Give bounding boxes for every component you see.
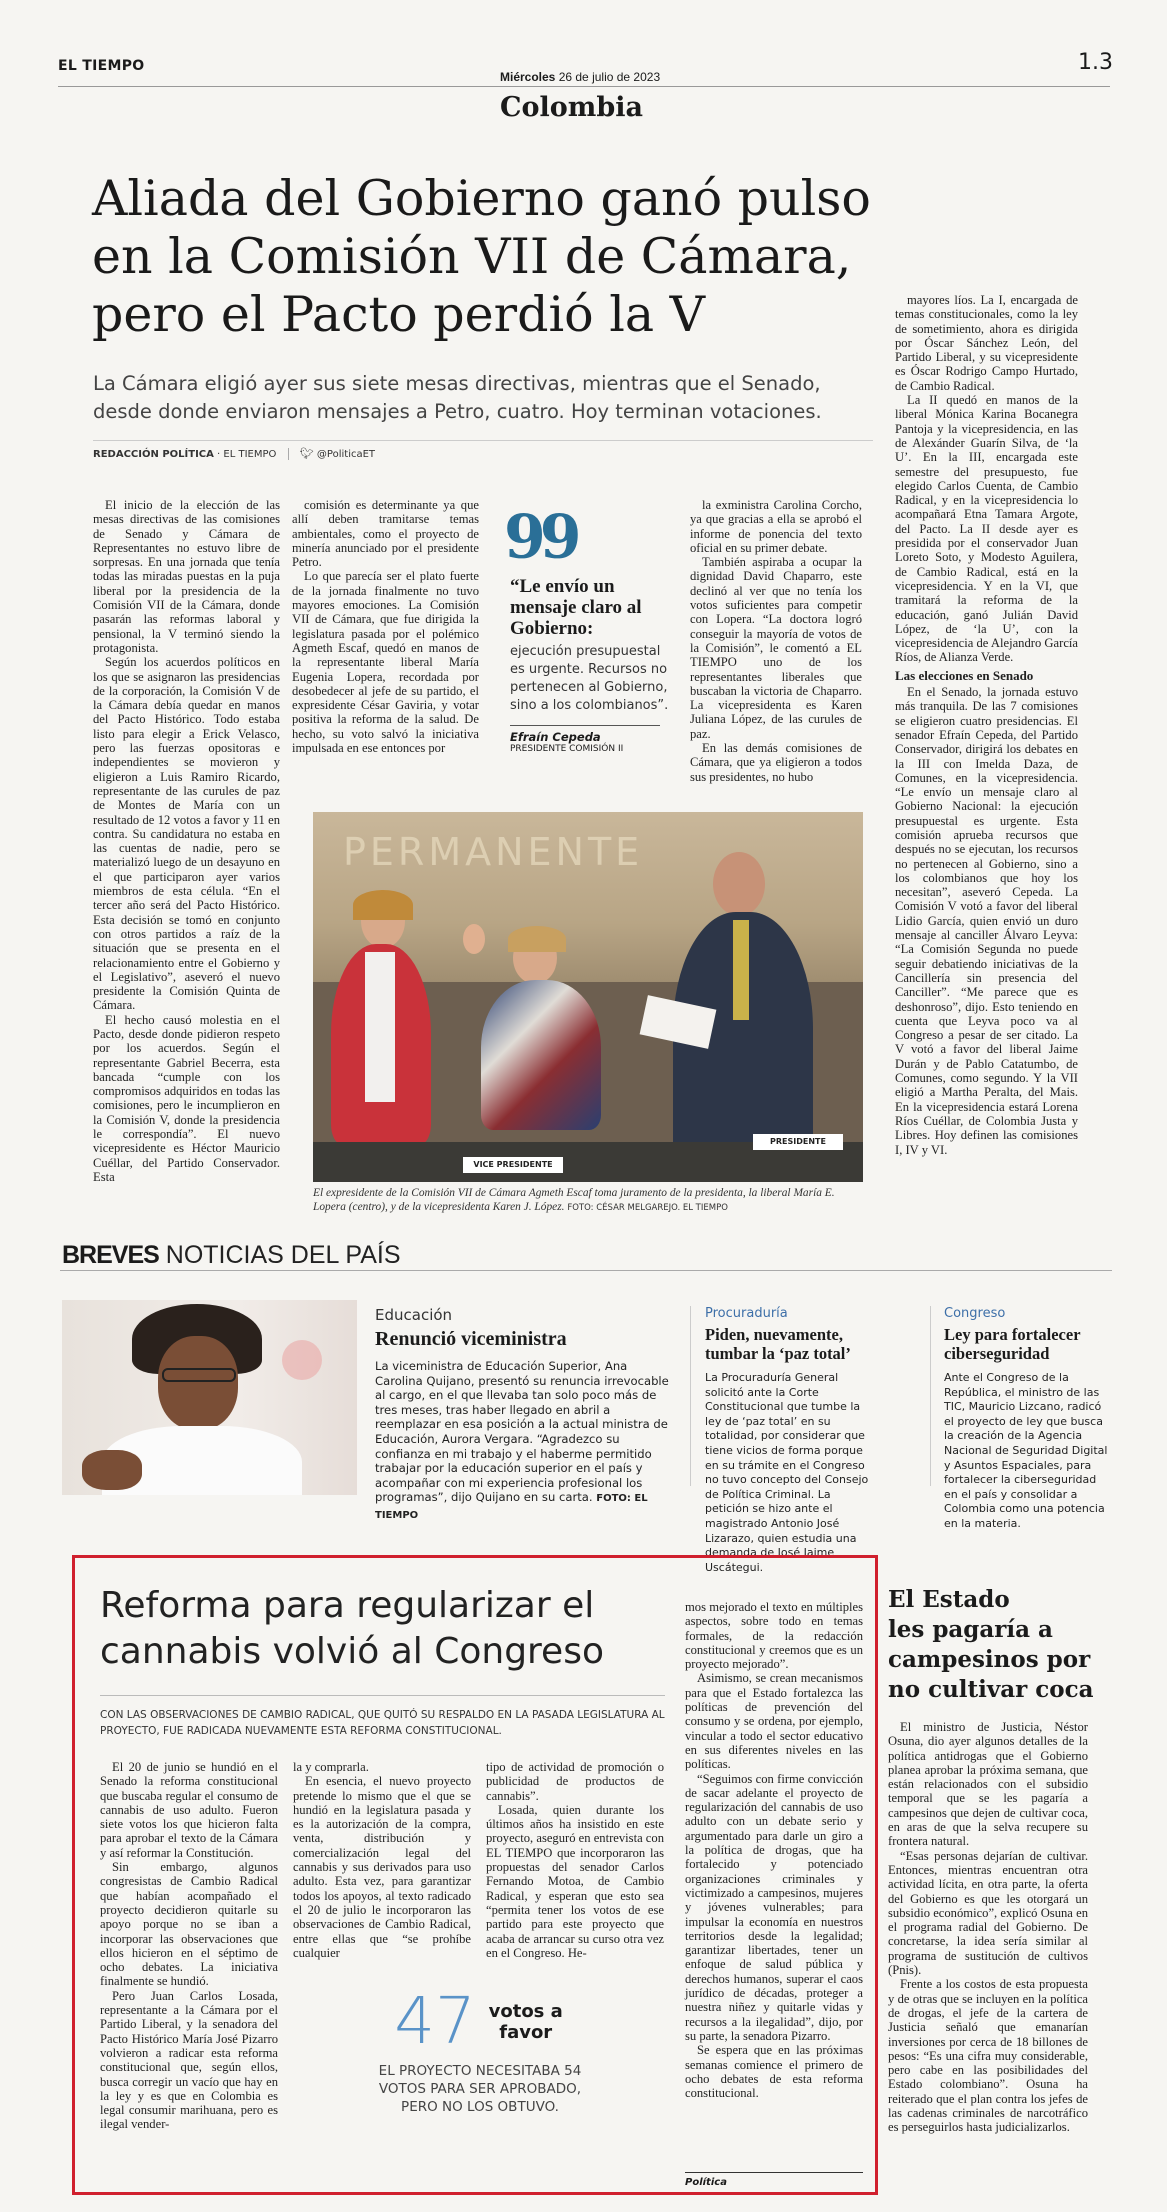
caption-text: El expresidente de la Comisión VII de Cámara Agmeth Escaf toma juramento de la presidenta, la liberal María E. Lopera (centro), y de la vicepresidenta Karen J. López. <box>313 1187 835 1213</box>
paragraph: “Seguimos con firme convicción de sacar adelante el proyecto de regularización del cannabis de uso adulto con un debate serio y argumentado para darle un giro a la política de drogas, que ha fortalecido y potenciado organizaciones criminales y victimizado a campesinos, mujeres y jóvenes vulnerables; para impulsar la economía en nuestros territorios desde la legalidad; garantizar libertades, tener un enfoque de salud pública y derechos humanos, superar el caos jurídico de décadas, proteger a nuestra niñez y quitarle vidas y recursos a la ilegalidad”, dijo, por su parte, la senadora Pizarro. <box>685 1771 863 2043</box>
paragraph: Según los acuerdos políticos en los que se asignaron las presidencias de la corporación, la Comisión V de la Cámara debía quedar en manos del Pacto Histórico. Todo estaba listo para elegir a Erick Velasco, pero las fuerzas opositoras e independientes se movieron y eligieron a Luis Ramiro Ricardo, representante de las curules de paz de Montes de María con un resultado de 12 votos a favor y 11 en contra. Su candidatura no estaba en las cuentas de nadie, pero se materializó luego de un desayuno en el que participaron ayer varios miembros de esta célula. “En el tercer año será del Pacto Histórico. Esta decisión se tomó en conjunto con otros partidos a raíz de la situación que se presenta en el relacionamiento entre el Gobierno y el Legislativo”, aseveró el nuevo presidente la Comisión Quinta de Cámara. <box>93 655 280 1013</box>
twitter-handle[interactable]: @PoliticaET <box>316 449 376 460</box>
paragraph: El inicio de la elección de las mesas directivas de las comisiones de Senado y Cámara de Representantes no estuvo libre de sorpresas. En una jornada que tenía todas las miradas puestas en la puja liberal por la presidencia de la Comisión VII de la Cámara, donde pasarán las reformas laboral y pensional, la V terminó siendo la protagonista. <box>93 498 280 655</box>
paragraph: En las demás comisiones de Cámara, que ya eligieron a todos sus presidentes, no hubo <box>690 741 862 784</box>
cannabis-headline <box>100 1583 700 1675</box>
pull-quote <box>510 499 670 754</box>
brief-headline: Piden, nuevamente, tumbar la ‘paz total’ <box>705 1325 851 1363</box>
side-headline-line: El Estado <box>888 1586 1010 1613</box>
lead-subhead <box>93 370 873 426</box>
masthead-date <box>500 70 660 84</box>
quote-head: “Le envío un mensaje claro al Gobierno: <box>510 576 642 639</box>
twitter-bird-icon: 🐦︎ <box>299 447 314 460</box>
paragraph: Lo que parecía ser el plato fuerte de la jornada finalmente no tuvo mayores emociones. La Comisión VII de Cámara, que fue dirigida la legislatura pasada por el polémico Agmeth Escaf, quedó en manos de la representante liberal María Eugenia Lopera, recordada por desobedecer al jefe de su partido, el expresidente César Gaviria, y votar positiva la reforma de la salud. De hecho, su voto salvó la iniciativa impulsada en ese entonces por <box>292 569 479 756</box>
cannabis-headline-line: cannabis volvió al Congreso <box>100 1631 604 1672</box>
brief-kicker: Educación <box>375 1306 453 1324</box>
byline-rule <box>93 440 873 441</box>
paragraph: Frente a los costos de esta propuesta y de otras que se incluyen en la política de drogas, el jefe de la cartera de Justicia señaló que emanarían inversiones por cerca de 18 billones de pesos: “Es una cifra muy considerable, pero cabe en las posibilidades del Estado colombiano”. Osuna ha reiterado que el plan contra los jefes de las cadenas criminales de narcotráfico es perseguirlos hasta judicializarlos. <box>888 1977 1088 2135</box>
masthead-day: Miércoles <box>500 70 556 84</box>
brief-headline: Renunció viceministra <box>375 1328 567 1350</box>
brief-congreso <box>944 1306 1112 1532</box>
lead-col-3 <box>690 498 862 784</box>
lead-headline-line: en la Comisión VII de Cámara, <box>92 228 852 285</box>
stat-number: 47 <box>394 1985 476 2059</box>
masthead-brand: EL TIEMPO <box>58 58 145 74</box>
lead-subhead-line: La Cámara eligió ayer sus siete mesas directivas, mientras que el Senado, <box>93 372 821 395</box>
briefs-title-bold: BREVES <box>62 1241 159 1269</box>
stat-note: EL PROYECTO NECESITABA 54 VOTOS PARA SER APROBADO, PERO NO LOS OBTUVO. <box>378 2063 582 2115</box>
brief-education <box>375 1306 675 1524</box>
briefs-title <box>62 1241 411 1270</box>
placard: PRESIDENTE <box>753 1134 843 1150</box>
paragraph: la y comprarla. <box>293 1760 369 1774</box>
lead-photo <box>313 812 863 1182</box>
side-headline-line: no cultivar coca <box>888 1676 1094 1703</box>
briefs-title-light: NOTICIAS DEL PAÍS <box>165 1241 401 1269</box>
byline <box>93 447 375 460</box>
brief-body: La Procuraduría General solicitó ante la Corte Constitucional que tumbe la ley de ‘paz total’ en su totalidad, por considerar que tiene vicios de forma porque en su trámite en el Congreso no tuvo concepto del Consejo de Política Criminal. La petición se hizo ante el magistrado Antonio José Lizarazo, quien estudia una demanda de José Jaime Uscátegui. <box>705 1371 869 1574</box>
paragraph: También aspiraba a ocupar la dignidad David Chaparro, este declinó al ver que no tenía los votos suficientes para competir con Lopera. “La doctora logró conseguir la mayoría de votos de la Comisión”, le comentó a EL TIEMPO uno de los representantes liberales que buscaban la victoria de Chaparro. La vicepresidenta es Karen Juliana López, de las curules de paz. <box>690 555 862 741</box>
paragraph: mos mejorado el texto en múltiples aspectos, sobre todo en temas formales, de la redacción constitucional y creemos que es un proyecto mejorado”. <box>685 1600 863 1672</box>
masthead-date-rest: 26 de julio de 2023 <box>558 70 661 84</box>
col-subhead: Las elecciones en Senado <box>895 667 1034 683</box>
side-col <box>888 1720 1088 2135</box>
brief-divider <box>930 1306 931 1486</box>
cannabis-col-2 <box>293 1760 471 1960</box>
paragraph: Se espera que en las próximas semanas comience el primero de ocho debates de esta reforma constitucional. <box>685 2043 863 2101</box>
brief-credit: FOTO: EL TIEMPO <box>375 1493 648 1521</box>
lead-headline-line: Aliada del Gobierno ganó pulso <box>92 170 871 227</box>
briefs-top-rule <box>60 1270 1112 1271</box>
paragraph: Asimismo, se crean mecanismos para que el Estado fortalezca las políticas de prevención del consumo y se ordena, por ejemplo, vincular a todo el sector educativo en sus diferentes niveles en las políticas. <box>685 1671 863 1772</box>
brief-procuraduria <box>705 1306 875 1575</box>
brief-headline: Ley para fortalecer ciberseguridad <box>944 1325 1081 1363</box>
lead-headline <box>92 170 892 344</box>
brief-divider <box>690 1306 691 1486</box>
side-headline-line: campesinos por <box>888 1646 1091 1673</box>
quote-body: ejecución presupuestal es urgente. Recursos no pertenecen al Gobierno, sino a los colombianos”. <box>510 644 669 713</box>
quote-name: Efraín Cepeda <box>510 730 601 744</box>
section-tag: Política <box>685 2177 727 2188</box>
side-headline <box>888 1585 1108 1705</box>
quote-role: PRESIDENTE COMISIÓN II <box>510 744 624 754</box>
page-number: 1.3 <box>1078 50 1113 75</box>
photo-caption <box>313 1186 863 1215</box>
lead-subhead-line: desde donde enviaron mensajes a Petro, cuatro. Hoy terminan votaciones. <box>93 400 822 423</box>
brief-text: La viceministra de Educación Superior, Ana Carolina Quijano, presentó su renuncia irrevocable al cargo, en el que llevaba tan solo poco más de tres meses, tras haber llegado en abril a reemplazar en esa posición a la actual ministra de Educación, Aurora Vergara. “Agradezco su confianza en mi trabajo y el haberme permitido trabajar por la educación superior en el país y acompañar con mi experiencia profesional los programas”, dijo Quijano en su carta. <box>375 1359 669 1505</box>
quote-mark-icon: 66 <box>510 499 582 569</box>
paragraph: En esencia, el nuevo proyecto pretende lo mismo que el que se hundió en la legislatura pasada y es la autorización de la compra, venta, distribución y comercialización legal del cannabis y sus derivados para uso adulto. Esta vez, para garantizar todos los apoyos, al texto radicado el 20 de julio le incorporaron las observaciones de Cambio Radical, entre ellas que “se prohíbe cualquier <box>293 1774 471 1960</box>
paragraph: Sin embargo, algunos congresistas de Cambio Radical que habían acompañado el proyecto decidieron quitarle su apoyo porque no se iban a incorporar las observaciones que ellos hicieron en el séptimo de ocho debates. La iniciativa finalmente se hundió. <box>100 1860 278 1989</box>
brief-kicker: Congreso <box>944 1306 1006 1321</box>
masthead-rule <box>58 86 1110 87</box>
paragraph: la exministra Carolina Corcho, ya que gracias a ella se aprobó el informe de ponencia del texto oficial en su primer debate. <box>690 498 862 555</box>
photo-sign: PERMANENTE <box>343 830 644 874</box>
section-title: Colombia <box>500 92 643 123</box>
paragraph: El 20 de junio se hundió en el Senado la reforma constitucional que buscaba regular el consumo de cannabis de uso adulto. Fueron siete votos los que hicieron falta para aprobar el texto de la Cámara y así reformar la Constitución. <box>100 1760 278 1860</box>
brief-body: Ante el Congreso de la República, el ministro de las TIC, Mauricio Lizcano, radicó el proyecto de ley que busca la creación de la Agencia Nacional de Seguridad Digital y Asuntos Espaciales, para fortalecer la ciberseguridad en el país y consolidar a Colombia como una potencia en la materia. <box>944 1371 1108 1530</box>
side-headline-line: les pagaría a <box>888 1616 1053 1643</box>
stat-box <box>330 1985 630 2116</box>
paragraph: “Esas personas dejarían de cultivar. Entonces, mientras encuentran otra actividad lícita, en otra parte, la oferta del Gobierno es que les otorgará un subsidio económico”, explicó Osuna en el programa radial del Gobierno. De concretarse, la idea sería similar al programa de sustitución de cultivos (Pnis). <box>888 1848 1088 1978</box>
paragraph: Pero Juan Carlos Losada, representante a la Cámara por el Partido Liberal, y la senadora del Pacto Histórico María José Pizarro volvieron a radicar esta reforma constitucional que, según ellos, busca corregir un vacío que hay en la ley y es que en Colombia es legal consumir marihuana, pero es ilegal vender- <box>100 1988 278 2132</box>
deck-rule <box>100 1695 665 1696</box>
byline-name: REDACCIÓN POLÍTICA <box>93 449 214 460</box>
paragraph: Losada, quien durante los últimos años ha insistido en este proyecto, aseguró en entrevista con EL TIEMPO que incorporaron las propuestas del senador Carlos Fernando Motoa, de Cambio Radical, y esperan que esto sea “permita tener los votos de ese partido para este proyecto que acaba de arrancar su curso otra vez en el Congreso. He- <box>486 1802 664 1960</box>
paragraph: El ministro de Justicia, Néstor Osuna, dio ayer algunos detalles de la política antidrogas que el Gobierno planea aprobar la próxima semana, que están relacionados con el subsidio temporal que se les pagaría a campesinos que dejen de cultivar coca, en aras de que la selva recupere su frontera natural. <box>888 1720 1088 1849</box>
paragraph: mayores líos. La I, encargada de temas constitucionales, como la ley de sometimiento, ahora es dirigida por Óscar Sánchez León, del Partido Liberal, y su vicepresidente es Óscar Rodrigo Campo Hurtado, de Cambio Radical. <box>895 293 1078 393</box>
brief-kicker: Procuraduría <box>705 1306 788 1321</box>
paragraph: La II quedó en manos de la liberal Mónica Karina Bocanegra Pantoja y la vicepresidencia, en las de Alexánder Guarín Silva, de ‘la U’. En la III, encargada este semestre del presupuesto, fue elegido Carlos Cuenta, de Cambio Radical, y en la vicepresidencia lo acompañará Etna Tamara Argote, del Pacto. La II desde ayer es presidida por el conservador Juan Loreto Soto, y Modesto Aguilera, de Cambio Radical, está en la vicepresidencia. Y en la VI, que tramitará la reforma de la educación, ganó Julián David López, de ‘la U’, con la vicepresidencia de Alejandro García Ríos, de Alianza Verde. <box>895 393 1078 665</box>
lead-col-2 <box>292 498 479 755</box>
cannabis-col-3 <box>486 1760 664 1960</box>
cannabis-col-1 <box>100 1760 278 2132</box>
cannabis-deck: CON LAS OBSERVACIONES DE CAMBIO RADICAL, QUE QUITÓ SU RESPALDO EN LA PASADA LEGISLATURA AL PROYECTO, FUE RADICADA NUEVAMENTE ESTA REFORMA CONSTITUCIONAL. <box>100 1709 665 1737</box>
paragraph: El hecho causó molestia en el Pacto, desde donde pidieron respeto por los acuerdos. Según el representante Gabriel Becerra, esta bancada “cumple con los compromisos adquiridos en todas las comisiones, pero le incumplieron en la Comisión V, donde la presidencia le correspondía”. El nuevo vicepresidente es Héctor Mauricio Cuéllar, del Partido Conservador. Esta <box>93 1012 280 1184</box>
paragraph: comisión es determinante ya que allí deben tramitarse temas ambientales, como el proyecto de minería anunciado por el presidente Petro. <box>292 498 479 570</box>
section-tag-rule <box>685 2172 863 2173</box>
byline-outlet: · EL TIEMPO <box>213 449 277 460</box>
paragraph: tipo de actividad de promoción o publicidad de productos de cannabis”. <box>486 1760 664 1803</box>
brief-photo <box>62 1300 357 1495</box>
paragraph: En el Senado, la jornada estuvo más tranquila. De las 7 comisiones se eligieron cuatro presidencias. El senador Efraín Cepeda, del Partido Conservador, dirigirá los debates en la III con Imelda Daza, de Comunes, en la vicepresidencia. “Le envío un mensaje claro al Gobierno Nacional: la ejecución presupuestal es urgente. Esta comisión aprueba recursos que después no se ejecutan, los recursos no pertenecen al Gobierno, sino a los colombianos que hoy los necesitan”, aseveró Cepeda. La Comisión V votó a favor del liberal Lidio García, quien envió un duro mensaje al canciller Álvaro Leyva: “La Comisión Segunda no puede seguir debatiendo iniciativas de la Cancillería sin presencia del Canciller”. “Me parece que es deshonroso”, dijo. Esto teniendo en cuenta que Leyva poco va al Congreso a pesar de ser citado. La V votó a favor del liberal Jaime Durán y de Pablo Catatumbo, de Comunes, como segundo. Y la VII eligió a Martha Peralta, del Mais. En la vicepresidencia estará Lorena Ríos Cuéllar, de Colombia Justa y Libres. Hoy definen las comisiones I, IV y VI. <box>895 685 1078 1157</box>
lead-col-1 <box>93 498 280 1184</box>
lead-headline-line: pero el Pacto perdió la V <box>92 286 706 343</box>
placard: VICE PRESIDENTE <box>463 1157 563 1173</box>
caption-credit: FOTO: CÉSAR MELGAREJO. EL TIEMPO <box>567 1203 728 1213</box>
stat-label: votos a favor <box>488 2001 563 2043</box>
cannabis-col-4 <box>685 1600 863 2100</box>
brief-body <box>375 1359 675 1524</box>
lead-col-4 <box>895 293 1078 1157</box>
cannabis-headline-line: Reforma para regularizar el <box>100 1585 595 1626</box>
